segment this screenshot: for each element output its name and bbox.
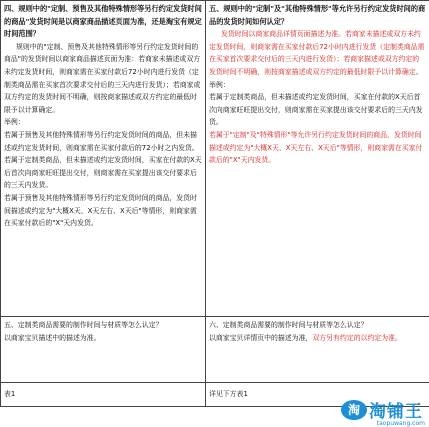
left-question: 五、定制类商品需要的制作时间与材质等怎么认定？ (4, 319, 202, 332)
right-paragraph: 若属于定制类商品，但未描述或约定发货时间，买家在付款的X天后首次向商家旺旺提出交付，则商家需在买家提出该交付要求后的三天内发货。 (209, 91, 426, 129)
left-heading: 四、规则中的"定制、预售及其他特殊情形等另行约定发货时间的商品"发货时间是以商家商品描述页面为准，还是淘宝有规定时间范围？ (4, 3, 202, 41)
left-paragraph: 若属于预售及其他特殊情形等另行约定发货时间的商品，发货时间描述或约定为"大概X天、X天左右、X天后"等情形，则商家需在买家付款后的"X"天内发货。 (4, 192, 202, 230)
left-cell (1, 317, 206, 383)
right-cell: 详见下方表1 (206, 383, 429, 407)
left-answer: 以商家宝贝描述中的描述为准。 (4, 332, 202, 345)
right-answer-red: 双方另有约定的以约定为准。 (312, 334, 402, 342)
right-answer (209, 332, 426, 345)
left-example-label: 举例： (4, 116, 202, 129)
taopuwang-logo-icon: 淘 (341, 400, 367, 420)
table-row (1, 1, 429, 317)
right-answer-plain: 以商家宝贝详情页中的描述为准， (209, 334, 312, 342)
left-cell: 表1 (1, 383, 206, 407)
left-paragraph: 若属于定制类商品，但未描述或约定发货时间，买家在付款的X天后首次向商家旺旺提出交付，则商家需在买家提出该交付要求后的三天内发货。 (4, 154, 202, 192)
right-heading: 五、规则中的"定制"及"其他特殊情形"等允许另行约定发货时间的商品的发货时间如何认定？ (209, 3, 426, 28)
watermark-text: 淘铺王 (369, 397, 423, 422)
left-paragraph: 若属于预售及其他特殊情形等另行约定发货时间的商品，但未描述或约定发货时间，则商家需在买家付款后的72小时之内发货。 (4, 129, 202, 154)
table-row (1, 317, 429, 383)
watermark-url: taopuwang.com (377, 420, 425, 427)
right-example-label: 举例： (209, 79, 426, 92)
right-paragraph: 发货时间以商家商品详情页面描述为准。若商家未描述或双方未约定发货时间，则商家需在买家付款后72小时内进行发货（定制类商品需在买家首次要求交付后的三天内进行发货）；若商家描述或双方约定的发货时间不明确，则按商家描述或双方约定的最低时限予以计算确定。 (209, 28, 426, 78)
left-paragraph: 规则中的"定制、预售及其他特殊情形等另行约定发货时间的商品"的发货时间以商家商品描述页面为准：若商家未描述或双方未约定发货时间，则商家需在买家付款后72小时内进行发货（定制类商品需在买家首次要求交付后的三天内进行发货）；若商家或双方约定的发货时间不明确，则按商家描述或双方约定的最低时限予以计算确定。 (4, 41, 202, 117)
left-cell (1, 1, 206, 317)
right-question: 六、定制类商品需要的制作时间与材质等怎么认定？ (209, 319, 426, 332)
watermark-logo (341, 397, 423, 422)
right-cell (206, 317, 429, 383)
right-cell (206, 1, 429, 317)
right-paragraph: 若属于"定制"及"特殊情形"等允许另行约定发货时间的商品，发货时间描述或约定为"大概X天、X天左右、X天后"等情形，则商家需在买家付款后的"X"天内发货。 (209, 129, 426, 167)
